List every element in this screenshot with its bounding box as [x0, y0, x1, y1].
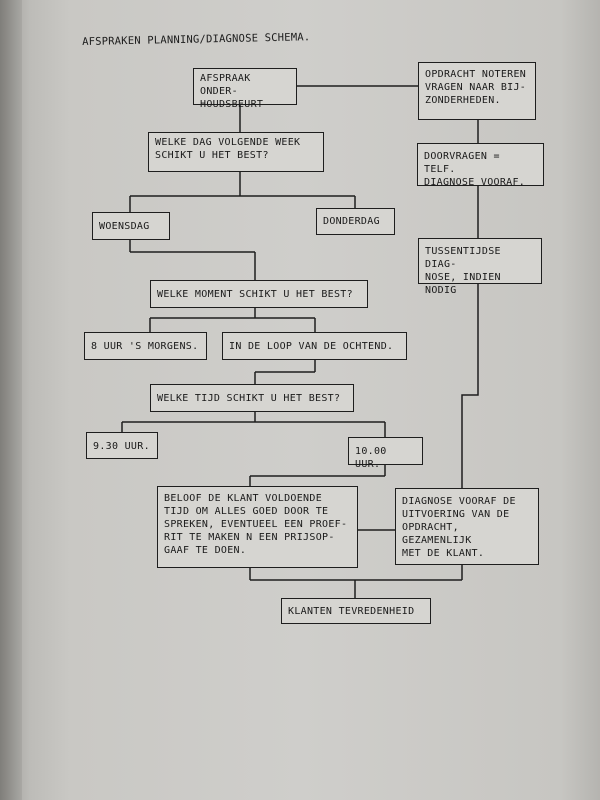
node-welke-tijd: WELKE TIJD SCHIKT U HET BEST?: [150, 384, 354, 412]
diagram-title: AFSPRAKEN PLANNING/DIAGNOSE SCHEMA.: [82, 31, 311, 48]
node-in-de-loop: IN DE LOOP VAN DE OCHTEND.: [222, 332, 407, 360]
node-welke-moment: WELKE MOMENT SCHIKT U HET BEST?: [150, 280, 368, 308]
node-afspraak: AFSPRAAK ONDER- HOUDSBEURT: [193, 68, 297, 105]
connector-tussentijdse-diagnose: [462, 284, 478, 488]
node-10-00: 10.00 UUR.: [348, 437, 423, 465]
node-klanten-tevredenheid: KLANTEN TEVREDENHEID: [281, 598, 431, 624]
node-8-uur: 8 UUR 'S MORGENS.: [84, 332, 207, 360]
node-9-30: 9.30 UUR.: [86, 432, 158, 459]
node-beloof: BELOOF DE KLANT VOLDOENDE TIJD OM ALLES GOED DOOR TE SPREKEN, EVENTUEEL EEN PROEF- RIT TE MAKEN N EEN PRIJSOP- GAAF TE DOEN.: [157, 486, 358, 568]
node-doorvragen: DOORVRAGEN = TELF. DIAGNOSE VOORAF.: [417, 143, 544, 186]
node-opdracht-noteren: OPDRACHT NOTEREN VRAGEN NAAR BIJ- ZONDERHEDEN.: [418, 62, 536, 120]
node-donderdag: DONDERDAG: [316, 208, 395, 235]
node-woensdag: WOENSDAG: [92, 212, 170, 240]
node-tussentijdse: TUSSENTIJDSE DIAG- NOSE, INDIEN NODIG: [418, 238, 542, 284]
node-diagnose-vooraf: DIAGNOSE VOORAF DE UITVOERING VAN DE OPDRACHT, GEZAMENLIJK MET DE KLANT.: [395, 488, 539, 565]
node-welke-dag: WELKE DAG VOLGENDE WEEK SCHIKT U HET BEST?: [148, 132, 324, 172]
